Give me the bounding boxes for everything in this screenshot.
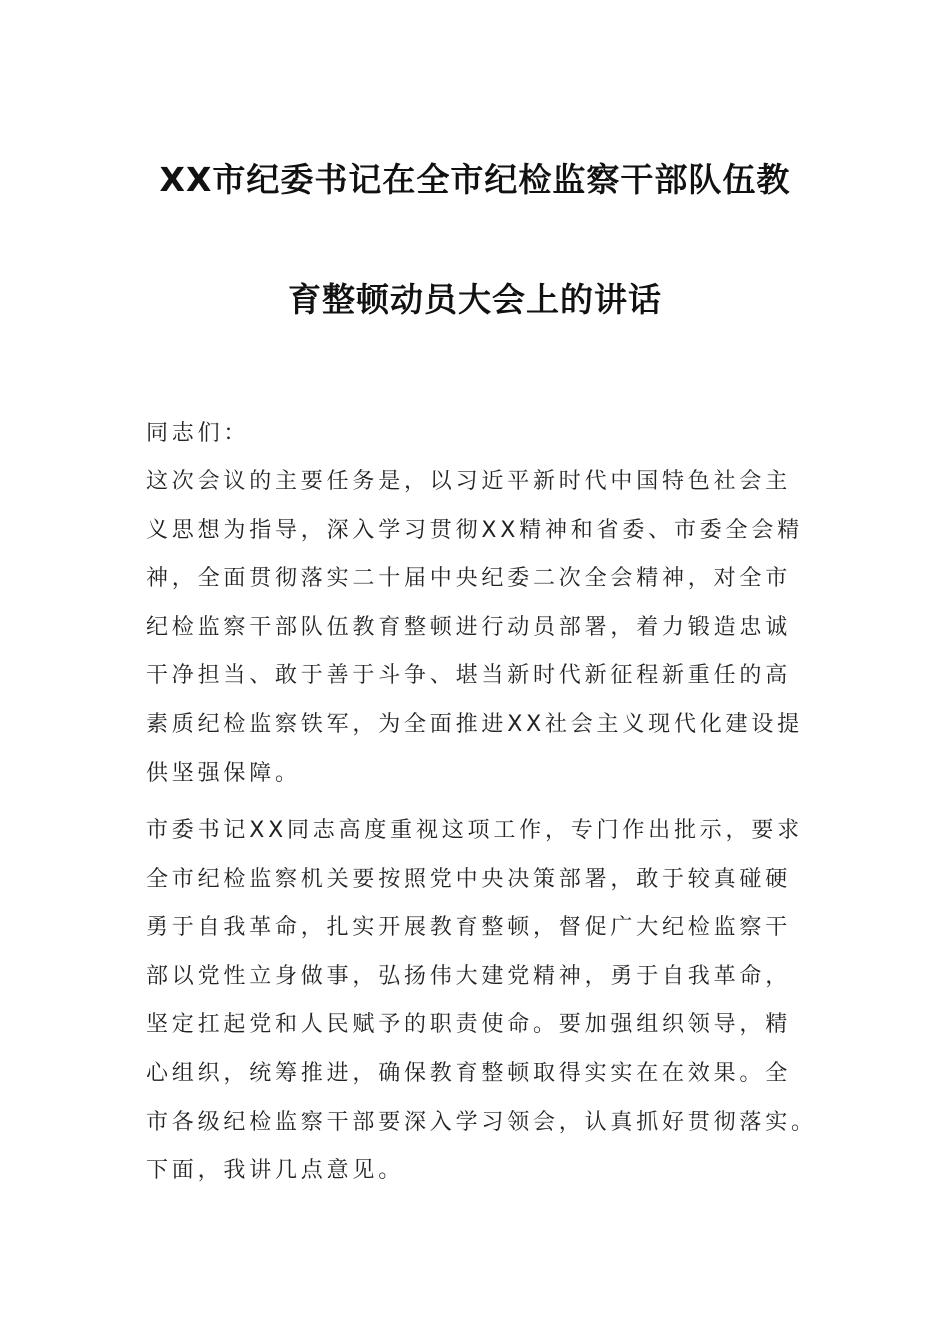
paragraph-line: 部以党性立身做事，弘扬伟大建党精神，勇于自我革命， [146, 963, 792, 989]
paragraph-line: 神，全面贯彻落实二十届中央纪委二次全会精神，对全市 [146, 566, 792, 592]
paragraph-line: 这次会议的主要任务是，以习近平新时代中国特色社会主 [146, 469, 792, 494]
paragraph-2 [146, 807, 817, 1196]
document-title-line-2: 育整顿动员大会上的讲话 [288, 280, 662, 319]
paragraph-line: 全市纪检监察机关要按照党中央决策部署，敢于较真碰硬 [146, 866, 792, 892]
paragraph-line: 心组织，统筹推进，确保教育整顿取得实实在在效果。全 [146, 1060, 792, 1086]
salutation [146, 410, 806, 459]
paragraph-line: 勇于自我革命，扎实开展教育整顿，督促广大纪检监察干 [146, 915, 792, 941]
paragraph-line: 干净担当、敢于善于斗争、堪当新时代新征程新重任的高 [146, 663, 792, 689]
paragraph-line: 市各级纪检监察干部要深入学习领会，认真抓好贯彻落实。 [146, 1109, 817, 1135]
paragraph-line: 坚定扛起党和人民赋予的职责使命。要加强组织领导，精 [146, 1012, 792, 1038]
paragraph-line: 市委书记XX同志高度重视这项工作，专门作出批示，要求 [146, 818, 803, 843]
paragraph-line: 下面，我讲几点意见。 [146, 1158, 405, 1184]
salutation-text: 同志们： [146, 421, 250, 446]
paragraph-line: 供坚强保障。 [146, 760, 301, 786]
document-title-line-1: XX市纪委书记在全市纪检监察干部队伍教 [159, 160, 791, 199]
paragraph-line: 义思想为指导，深入学习贯彻XX精神和省委、市委全会精 [146, 517, 803, 543]
paragraph-1 [146, 458, 806, 798]
paragraph-line: 纪检监察干部队伍教育整顿进行动员部署，着力锻造忠诚 [146, 614, 792, 640]
paragraph-line: 素质纪检监察铁军，为全面推进XX社会主义现代化建设提 [146, 711, 803, 737]
